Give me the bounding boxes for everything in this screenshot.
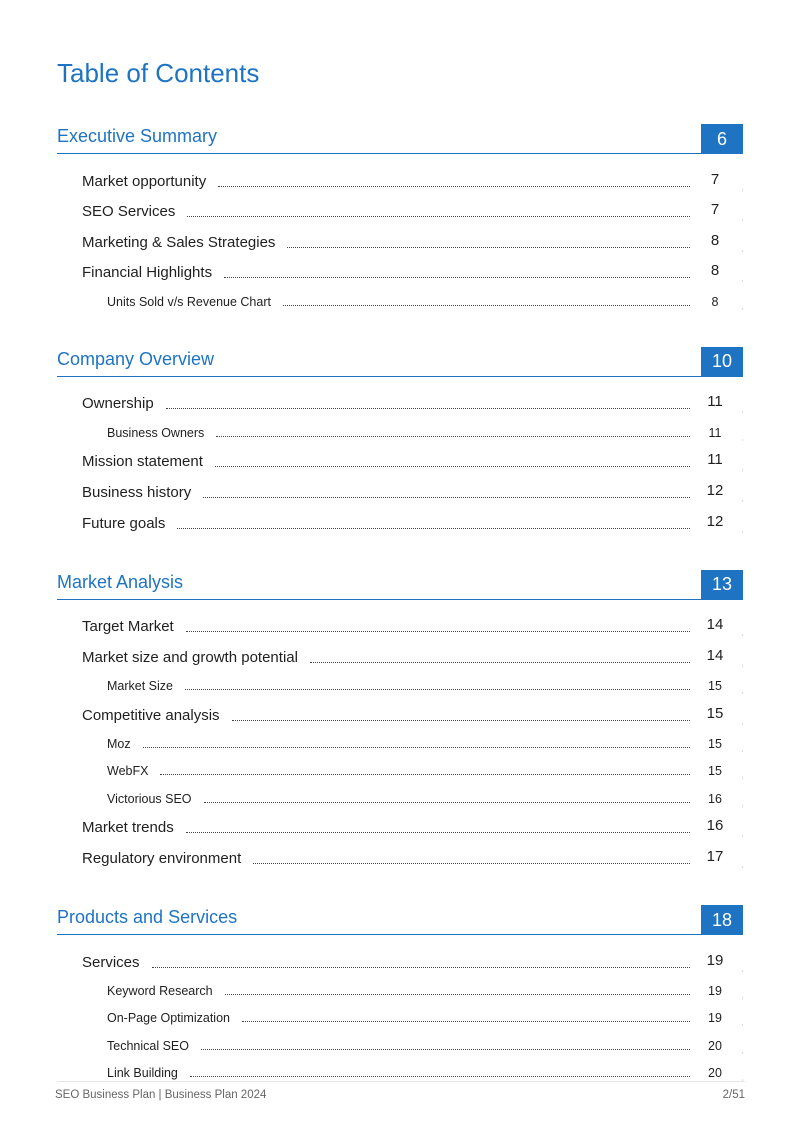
footer-divider	[57, 1081, 745, 1082]
toc-entry[interactable]	[57, 165, 743, 196]
toc-subentry[interactable]	[57, 1031, 743, 1058]
entry-label: Ownership	[82, 395, 154, 413]
toc-entry[interactable]	[57, 446, 743, 477]
dot-leader	[143, 747, 690, 748]
dot-leader	[166, 408, 690, 409]
dot-leader	[216, 436, 690, 437]
entry-label: Moz	[107, 737, 131, 752]
entry-page-number: 17	[706, 848, 724, 866]
toc-entry[interactable]	[57, 946, 743, 977]
dot-leader	[310, 662, 690, 663]
row-tick-mark	[742, 1024, 743, 1026]
row-tick-mark	[742, 692, 743, 694]
entry-page-number: 15	[708, 737, 722, 752]
entry-page-number: 14	[706, 616, 724, 634]
toc-subentry[interactable]	[57, 672, 743, 699]
dot-leader	[186, 631, 690, 632]
row-tick-mark	[742, 469, 743, 471]
toc-entry[interactable]	[57, 842, 743, 873]
dot-leader	[215, 466, 690, 467]
row-tick-mark	[742, 777, 743, 779]
row-tick-mark	[742, 531, 743, 533]
entry-page-number: 8	[711, 294, 719, 309]
entry-label: Business Owners	[107, 425, 205, 440]
dot-leader	[287, 247, 690, 248]
dot-leader	[232, 720, 690, 721]
toc-entry[interactable]	[57, 812, 743, 843]
entry-page-number: 20	[708, 1038, 722, 1053]
entry-label: Mission statement	[82, 453, 203, 471]
entry-page-number: 19	[708, 984, 722, 999]
section-title: Executive Summary	[57, 126, 218, 146]
entry-label: Market trends	[82, 819, 174, 837]
entry-page-number: 7	[710, 170, 720, 188]
row-tick-mark	[742, 250, 743, 252]
section-page-badge: 6	[701, 124, 743, 154]
entry-page-number: 19	[706, 951, 724, 969]
row-tick-mark	[742, 280, 743, 282]
dot-leader	[187, 216, 690, 217]
dot-leader	[253, 863, 690, 864]
row-tick-mark	[742, 439, 743, 441]
toc-entry[interactable]	[57, 507, 743, 538]
toc-entry[interactable]	[57, 641, 743, 672]
entry-page-number: 8	[710, 231, 720, 249]
entry-page-number: 19	[708, 1011, 722, 1026]
section-entries	[57, 165, 743, 315]
entry-label: Market size and growth potential	[82, 648, 298, 666]
row-tick-mark	[742, 1052, 743, 1054]
toc-entry[interactable]	[57, 388, 743, 419]
row-tick-mark	[742, 308, 743, 310]
toc-subentry[interactable]	[57, 730, 743, 757]
entry-page-number: 15	[708, 764, 722, 779]
toc-subentry[interactable]	[57, 287, 743, 314]
row-tick-mark	[742, 634, 743, 636]
row-tick-mark	[742, 500, 743, 502]
section-heading[interactable]	[57, 345, 743, 377]
section-heading[interactable]	[57, 568, 743, 600]
dot-leader	[203, 497, 690, 498]
toc-section	[57, 903, 743, 1086]
row-tick-mark	[742, 189, 743, 191]
entry-page-number: 20	[708, 1066, 722, 1081]
toc-entry[interactable]	[57, 196, 743, 227]
dot-leader	[242, 1021, 690, 1022]
entry-label: Keyword Research	[107, 984, 213, 999]
entry-label: Technical SEO	[107, 1038, 189, 1053]
entry-label: Competitive analysis	[82, 706, 220, 724]
row-tick-mark	[742, 866, 743, 868]
entry-label: Market Size	[107, 679, 173, 694]
entry-page-number: 14	[706, 646, 724, 664]
toc-subentry[interactable]	[57, 784, 743, 811]
row-tick-mark	[742, 723, 743, 725]
toc-entry[interactable]	[57, 226, 743, 257]
section-title: Products and Services	[57, 907, 238, 928]
toc-entry[interactable]	[57, 476, 743, 507]
section-title: Market Analysis	[57, 571, 184, 592]
dot-leader	[224, 277, 690, 278]
entry-page-number: 8	[710, 262, 720, 280]
entry-page-number: 16	[706, 817, 724, 835]
table-of-contents	[57, 122, 743, 1116]
row-tick-mark	[742, 805, 743, 807]
section-page-badge: 10	[701, 347, 743, 377]
row-tick-mark	[742, 665, 743, 667]
entry-label: Business history	[82, 483, 192, 501]
toc-section	[57, 568, 743, 874]
entry-page-number: 16	[708, 791, 722, 806]
dot-leader	[283, 305, 690, 306]
entry-label: Victorious SEO	[107, 791, 192, 806]
dot-leader	[160, 774, 690, 775]
page-title: Table of Contents	[57, 58, 260, 88]
row-tick-mark	[742, 835, 743, 837]
dot-leader	[177, 528, 690, 529]
dot-leader	[218, 186, 690, 187]
dot-leader	[225, 994, 690, 995]
footer-page-number: 2/51	[722, 1089, 745, 1101]
toc-subentry[interactable]	[57, 1004, 743, 1031]
section-heading[interactable]	[57, 903, 743, 935]
row-tick-mark	[742, 997, 743, 999]
entry-label: On-Page Optimization	[107, 1011, 230, 1026]
toc-subentry[interactable]	[57, 757, 743, 784]
dot-leader	[185, 689, 690, 690]
entry-label: WebFX	[107, 764, 149, 779]
entry-page-number: 12	[706, 481, 724, 499]
section-title: Company Overview	[57, 348, 215, 369]
entry-label: Financial Highlights	[82, 264, 213, 282]
dot-leader	[186, 832, 690, 833]
toc-section	[57, 345, 743, 538]
entry-label: Regulatory environment	[82, 850, 242, 868]
entry-label: Future goals	[82, 514, 166, 532]
toc-subentry[interactable]	[57, 1059, 743, 1086]
section-page-badge: 18	[701, 905, 743, 935]
dot-leader	[201, 1049, 690, 1050]
section-entries	[57, 611, 743, 874]
row-tick-mark	[742, 750, 743, 752]
toc-section	[57, 122, 743, 315]
entry-label: Marketing & Sales Strategies	[82, 233, 276, 251]
section-heading[interactable]	[57, 122, 743, 154]
entry-label: Market opportunity	[82, 172, 207, 190]
dot-leader	[152, 967, 690, 968]
entry-label: Services	[82, 953, 140, 971]
entry-page-number: 11	[708, 425, 722, 440]
toc-entry[interactable]	[57, 699, 743, 730]
section-entries	[57, 946, 743, 1086]
entry-page-number: 11	[707, 451, 723, 469]
dot-leader	[204, 802, 690, 803]
entry-page-number: 7	[710, 201, 720, 219]
row-tick-mark	[742, 411, 743, 413]
entry-page-number: 11	[707, 393, 723, 411]
entry-page-number: 15	[706, 704, 724, 722]
row-tick-mark	[742, 219, 743, 221]
toc-entry[interactable]	[57, 257, 743, 288]
row-tick-mark	[742, 970, 743, 972]
entry-page-number: 15	[708, 679, 722, 694]
entry-page-number: 12	[706, 512, 724, 530]
entry-label: Target Market	[82, 618, 174, 636]
dot-leader	[190, 1076, 690, 1077]
footer-document-title: SEO Business Plan | Business Plan 2024	[55, 1089, 267, 1101]
toc-entry[interactable]	[57, 611, 743, 642]
entry-label: SEO Services	[82, 203, 176, 221]
section-page-badge: 13	[701, 570, 743, 600]
toc-subentry[interactable]	[57, 977, 743, 1004]
section-entries	[57, 388, 743, 538]
toc-subentry[interactable]	[57, 418, 743, 445]
entry-label: Units Sold v/s Revenue Chart	[107, 294, 271, 309]
entry-label: Link Building	[107, 1066, 178, 1081]
